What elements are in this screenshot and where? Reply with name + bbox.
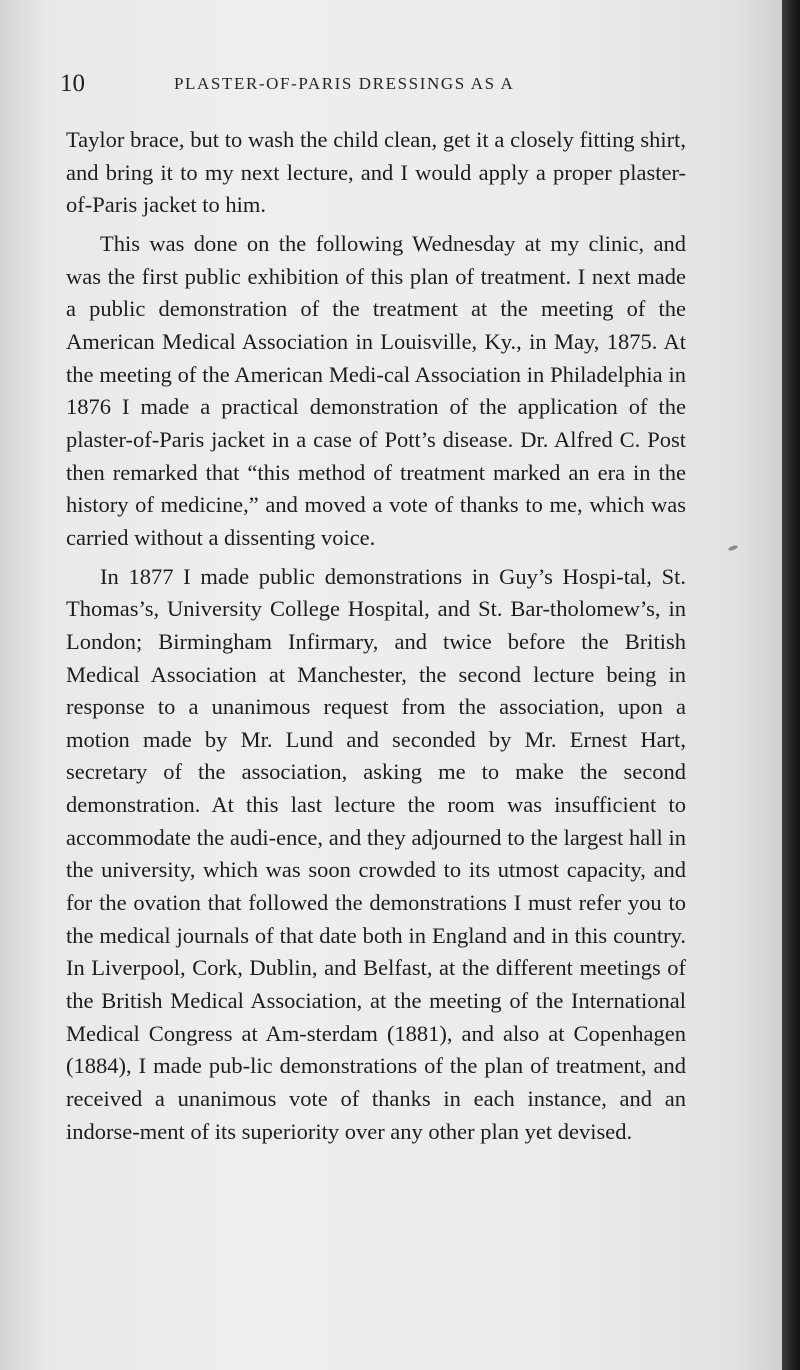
body-text (66, 124, 686, 1154)
page-number: 10 (60, 70, 85, 97)
paragraph-1877-demonstrations: In 1877 I made public demonstrations in Guy’s Hospi-tal, St. Thomas’s, University College Hospital, and St. Bar-tholomew’s, in London; Birmingham Infirmary, and twice before the British Medical Association at Manchester, the second lecture being in response to a unanimous request from the association, upon a motion made by Mr. Lund and seconded by Mr. Ernest Hart, secretary of the association, asking me to make the second demonstration. At this last lecture the room was insufficient to accommodate the audi-ence, and they adjourned to the largest hall in the university, which was soon crowded to its utmost capacity, and for the ovation that followed the demonstrations I must refer you to the medical journals of that date both in England and in this country. In Liverpool, Cork, Dublin, and Belfast, at the different meetings of the British Medical Association, at the meeting of the International Medical Congress at Am-sterdam (1881), and also at Copenhagen (1884), I made pub-lic demonstrations of the plan of treatment, and received a unanimous vote of thanks in each instance, and an indorse-ment of its superiority over any other plan yet devised. (66, 563, 686, 1144)
paragraph-clinic-demonstration: This was done on the following Wednesday at my clinic, and was the first public exhibition of this plan of treatment. I next made a public demonstration of the treatment at the meeting of the American Medical Association in Louisville, Ky., in May, 1875. At the meeting of the American Medi-cal Association in Philadelphia in 1876 I made a practical demonstration of the application of the plaster-of-Paris jacket in a case of Pott’s disease. Dr. Alfred C. Post then remarked that “this method of treatment marked an era in the history of medicine,” and moved a vote of thanks to me, which was carried without a dissenting voice. (66, 230, 686, 550)
running-head: PLASTER-OF-PARIS DRESSINGS AS A (174, 74, 515, 93)
dark-page-edge (782, 0, 800, 1370)
paragraph-continued: Taylor brace, but to wash the child clean, get it a closely fitting shirt, and bring it to my next lecture, and I would apply a proper plaster-of-Paris jacket to him. (66, 127, 686, 218)
ink-smudge (728, 544, 739, 551)
page-header (60, 66, 700, 106)
